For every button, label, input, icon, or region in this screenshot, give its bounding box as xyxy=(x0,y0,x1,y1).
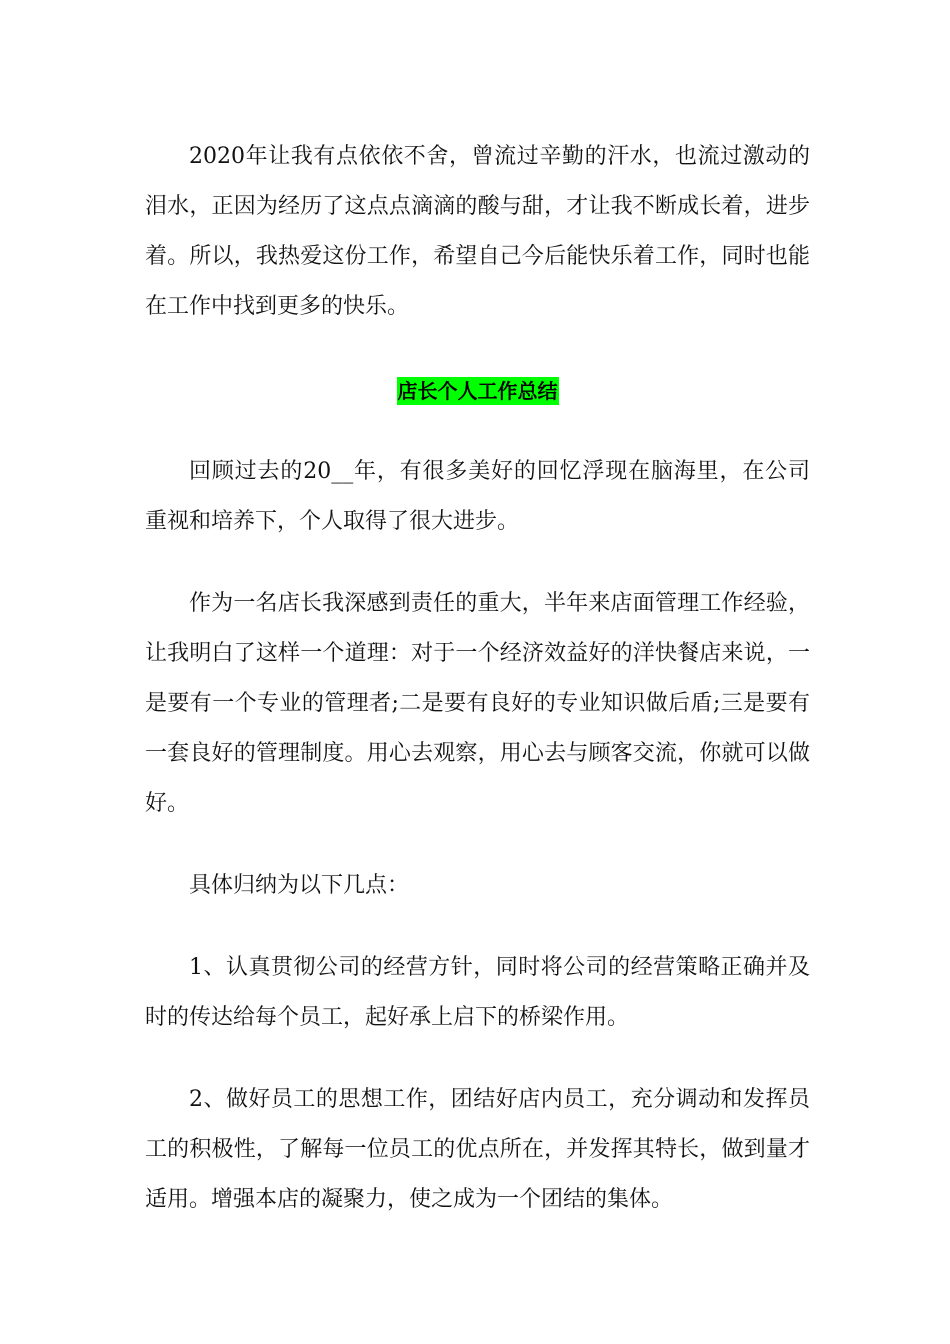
paragraph-point-1: 1、认真贯彻公司的经营方针，同时将公司的经营策略正确并及时的传达给每个员工，起好承上启下的桥梁作用。 xyxy=(145,955,810,1030)
document-body xyxy=(145,132,810,1225)
paragraph-summary-intro: 具体归纳为以下几点： xyxy=(189,873,410,898)
paragraph-point-2: 2、做好员工的思想工作，团结好店内员工，充分调动和发挥员工的积极性，了解每一位员工的优点所在，并发挥其特长，做到量才适用。增强本店的凝聚力，使之成为一个团结的集体。 xyxy=(145,1087,810,1212)
paragraph-review: 回顾过去的20__年，有很多美好的回忆浮现在脑海里，在公司重视和培养下，个人取得了很大进步。 xyxy=(145,459,810,534)
section-title: 店长个人工作总结 xyxy=(397,379,558,403)
section-title-line xyxy=(145,362,810,417)
paragraph-responsibility: 作为一名店长我深感到责任的重大，半年来店面管理工作经验，让我明白了这样一个道理：对于一个经济效益好的洋快餐店来说，一是要有一个专业的管理者;二是要有良好的专业知识做后盾;三是要有一套良好的管理制度。用心去观察，用心去与顾客交流，你就可以做好。 xyxy=(145,591,810,816)
intro-paragraph: 2020年让我有点依依不舍，曾流过辛勤的汗水，也流过激动的泪水，正因为经历了这点点滴滴的酸与甜，才让我不断成长着，进步着。所以，我热爱这份工作，希望自己今后能快乐着工作，同时也能在工作中找到更多的快乐。 xyxy=(145,144,810,319)
